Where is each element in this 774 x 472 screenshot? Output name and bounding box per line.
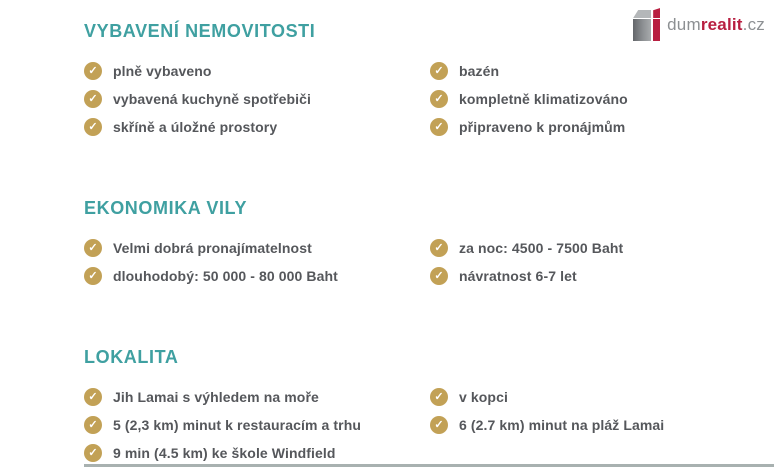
check-icon: ✓	[84, 416, 102, 434]
feature-item	[430, 62, 764, 80]
section-equipment-left-column	[84, 62, 430, 146]
check-icon: ✓	[430, 90, 448, 108]
feature-item	[84, 90, 430, 108]
feature-label: návratnost 6-7 let	[459, 268, 577, 284]
feature-label: vybavená kuchyně spotřebiči	[113, 91, 312, 107]
feature-label: 6 (2.7 km) minut na pláž Lamai	[459, 417, 665, 433]
section-economy-right-column	[430, 239, 764, 295]
feature-item	[430, 416, 764, 434]
feature-label: v kopci	[459, 389, 508, 405]
section-equipment-title: VYBAVENÍ NEMOVITOSTI	[84, 21, 316, 41]
feature-label: za noc: 4500 - 7500 Baht	[459, 240, 624, 256]
bottom-divider	[84, 464, 774, 467]
feature-item	[430, 239, 764, 257]
section-equipment-columns	[84, 62, 764, 146]
section-equipment-right-column	[430, 62, 764, 146]
feature-label: 9 min (4.5 km) ke škole Windfield	[113, 445, 336, 461]
logo-cube-top-face	[633, 10, 651, 18]
check-icon: ✓	[84, 267, 102, 285]
feature-label: připraveno k pronájmům	[459, 119, 626, 135]
check-icon: ✓	[84, 239, 102, 257]
section-equipment	[84, 21, 764, 146]
feature-item	[84, 118, 430, 136]
section-economy	[84, 198, 764, 295]
feature-item	[84, 416, 430, 434]
check-icon: ✓	[84, 90, 102, 108]
check-icon: ✓	[430, 62, 448, 80]
check-icon: ✓	[430, 239, 448, 257]
section-location-title: LOKALITA	[84, 347, 179, 367]
feature-item	[84, 388, 430, 406]
feature-label: plně vybaveno	[113, 63, 212, 79]
feature-item	[84, 62, 430, 80]
feature-label: 5 (2,3 km) minut k restauracím a trhu	[113, 417, 362, 433]
check-icon: ✓	[84, 118, 102, 136]
feature-label: Velmi dobrá pronajímatelnost	[113, 240, 312, 256]
section-location	[84, 347, 764, 472]
feature-label: skříně a úložné prostory	[113, 119, 278, 135]
check-icon: ✓	[430, 416, 448, 434]
feature-label: dlouhodobý: 50 000 - 80 000 Baht	[113, 268, 338, 284]
feature-label: kompletně klimatizováno	[459, 91, 628, 107]
feature-item	[430, 388, 764, 406]
section-location-left-column	[84, 388, 430, 472]
logo-text-prefix: dum	[667, 14, 701, 34]
check-icon: ✓	[84, 444, 102, 462]
check-icon: ✓	[84, 388, 102, 406]
feature-item	[84, 239, 430, 257]
feature-item	[84, 267, 430, 285]
check-icon: ✓	[430, 267, 448, 285]
feature-item	[430, 90, 764, 108]
feature-item	[430, 267, 764, 285]
feature-label: bazén	[459, 63, 500, 79]
section-economy-left-column	[84, 239, 430, 295]
feature-item	[430, 118, 764, 136]
logo-text-accent: realit	[700, 14, 743, 34]
check-icon: ✓	[430, 388, 448, 406]
section-location-right-column	[430, 388, 764, 472]
section-economy-columns	[84, 239, 764, 295]
check-icon: ✓	[84, 62, 102, 80]
check-icon: ✓	[430, 118, 448, 136]
listing-feature-sections	[84, 21, 764, 472]
feature-item	[84, 444, 430, 462]
feature-label: Jih Lamai s výhledem na moře	[113, 389, 319, 405]
section-economy-title: EKONOMIKA VILY	[84, 198, 248, 218]
logo-cube-red-top	[653, 8, 660, 18]
section-location-columns	[84, 388, 764, 472]
logo-text-suffix: .cz	[742, 14, 765, 34]
